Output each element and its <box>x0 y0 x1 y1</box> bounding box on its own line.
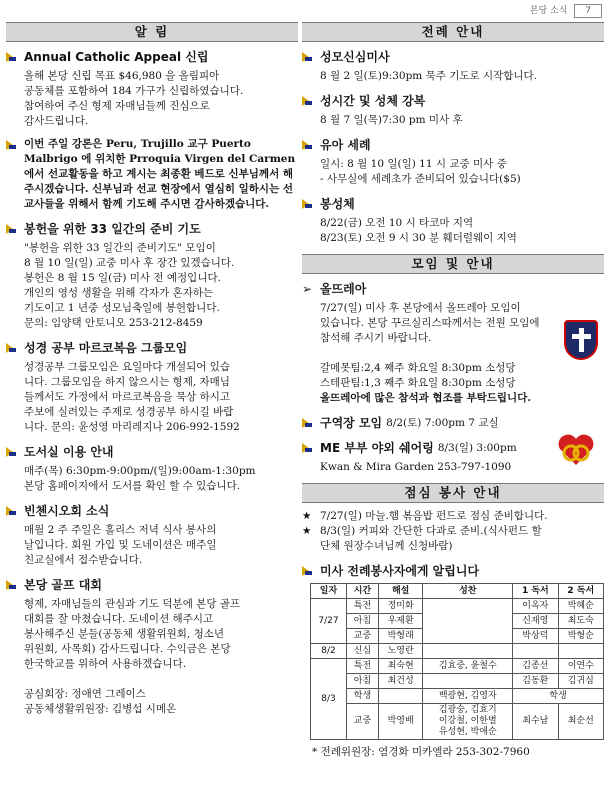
table-row: 교중 박영배 김광숭, 김효기 이강철, 이한별 유성현, 박애순 최수남 최순선 <box>311 704 604 740</box>
liturgy-title: 유아 세례 <box>320 138 371 152</box>
notice-title: 도서실 이용 안내 <box>24 445 114 459</box>
liturgy-item <box>302 195 604 246</box>
bullet-icon <box>302 51 314 63</box>
notice-title: Annual Catholic Appeal 신립 <box>24 50 209 64</box>
table-row: 학생 백광현, 김영자 학생 <box>311 689 604 704</box>
page-number: 7 <box>574 4 602 18</box>
me-sharing <box>302 439 604 475</box>
column-header: 일자 <box>311 584 347 599</box>
bullet-icon <box>6 505 18 517</box>
district-detail: 8/2(토) 7:00pm 7 교실 <box>386 417 499 429</box>
lunch-header: 점심 봉사 안내 <box>302 483 604 503</box>
liturgy-title: 성모신심미사 <box>320 50 390 64</box>
notice-title: 봉헌을 위한 33 일간의 준비 기도 <box>24 222 201 236</box>
liturgy-chair-footer: * 전례위원장: 염경화 미카엘라 253-302-7960 <box>312 746 530 758</box>
liturgy-body: 일시: 8 월 10 일(일) 11 시 교중 미사 중 - 사무실에 세례초가 준비되어 있습니다($5) <box>320 158 521 185</box>
table-row: 7/27 특전 정미화 이옥자 박혜순 <box>311 599 604 614</box>
bullet-icon <box>302 139 314 151</box>
column-header: 2 독서 <box>558 584 603 599</box>
notice-body: 성경공부 그룹모임은 요일마다 개설되어 있습 니다. 그룹모임을 하지 않으시는 형제, 자매님 들께서도 가정에서 마르코복음을 묵상 하시고 주보에 실려있는 주제로 성경공부 하시길 바랍 니다. 문의: 윤성영 마리레지나 206-992-1592 <box>24 361 240 433</box>
liturgy-body: 8 월 2 일(토)9:30pm 묵주 기도로 시작합니다. <box>320 70 538 82</box>
oltreia-section <box>302 280 604 406</box>
bullet-icon <box>302 442 314 454</box>
notice-title: 빈첸시오회 소식 <box>24 504 110 518</box>
arrow-right-icon: ➢ <box>302 281 313 296</box>
oltreia-body: 7/27(일) 미사 후 본당에서 올뜨레아 모임이 있습니다. 본당 꾸르실리스따께서는 전원 모임에 참석해 주시기 바랍니다. 갈메못팀:2,4 째주 화요일 8:30pm 소성당 스테판팀:1,3 째주 화요일 8:30pm 소성당 <box>320 302 540 389</box>
district-meeting <box>302 414 604 431</box>
notice-body: 형제, 자매님들의 관심과 기도 덕분에 본당 골프 대회를 잘 마쳤습니다. 도네이션 해주시고 봉사해주신 분들(공동체 생활위원회, 청소년 위원회, 사목회) 감사드립니다. 수익금은 본당 한국학교를 위하여 사용하겠습니다. 공심회장: 정애연 그레이스 공동체생활위원장: 김병섭 시메온 <box>24 598 241 715</box>
liturgy-item <box>302 48 604 84</box>
roster-section <box>302 562 604 759</box>
column-header: 해설 <box>378 584 422 599</box>
heart-rings-icon <box>556 433 596 467</box>
liturgy-item <box>302 136 604 187</box>
table-row: 8/2 신심 노영란 <box>311 644 604 659</box>
notice-bible-study <box>6 339 298 435</box>
table-row: 교중 박형래 박상덕 박형순 <box>311 629 604 644</box>
me-title: ME 부부 야외 쉐어링 <box>320 441 434 455</box>
column-header: 1 독서 <box>513 584 558 599</box>
bullet-icon <box>6 223 18 235</box>
bullet-icon <box>302 95 314 107</box>
notice-body: 올해 본당 신립 목표 $46,980 을 올림피아 공동체를 포함하여 184 가구가 신립하였습니다. 참여하여 주신 형제 자매님들께 진심으로 감사드립니다. <box>24 70 244 127</box>
bullet-icon <box>302 417 314 429</box>
page-number-box <box>530 3 602 18</box>
notice-golf <box>6 576 298 717</box>
bullet-icon <box>6 446 18 458</box>
notice-title: 본당 골프 대회 <box>24 578 102 592</box>
column-header: 시간 <box>347 584 379 599</box>
page-label: 본당 소식 <box>529 6 568 16</box>
district-title: 구역장 모임 <box>320 416 383 430</box>
star-icon: ★ <box>302 510 312 522</box>
notice-body: 매주(목) 6:30pm-9:00pm/(일)9:00am-1:30pm 본당 홈페이지에서 도서를 확인 할 수 있습니다. <box>24 465 256 492</box>
notice-homily <box>6 137 298 212</box>
bullet-icon <box>6 51 18 63</box>
lunch-item: ★ 7/27(일) 마늘.햄 볶음밥 펀드로 점심 준비합니다. <box>302 510 548 522</box>
notice-appeal <box>6 48 298 129</box>
notice-title: 성경 공부 마르코복음 그룹모임 <box>24 341 188 355</box>
notice-body: "봉헌을 위한 33 일간의 준비기도" 모임이 8 월 10 일(일) 교중 미사 후 장간 있겠습니다. 봉헌은 8 월 15 일(금) 미사 전 예정입니다. 개인의 영성 생활을 위해 각자가 혼자하는 기도이고 1 년중 성모님축일에 봉헌합니다. 문의: 임양택 안토니오 253-212-8459 <box>24 242 235 329</box>
table-row: 아침 우제환 신재영 최도숙 <box>311 614 604 629</box>
roster-title: 미사 전례봉사자에게 알립니다 <box>320 564 480 578</box>
roster-table <box>310 583 604 740</box>
cursillo-emblem-icon <box>564 320 598 360</box>
lunch-list <box>302 509 604 554</box>
liturgy-header: 전례 안내 <box>302 22 604 42</box>
bullet-icon <box>302 198 314 210</box>
star-icon: ★ <box>302 525 312 537</box>
bullet-icon <box>302 565 314 577</box>
notice-body: 매월 2 주 주일은 홀리스 저녁 식사 봉사의 날입니다. 회원 가입 및 도네이션은 매주일 친교실에서 접수받습니다. <box>24 524 217 566</box>
right-column <box>302 22 604 767</box>
liturgy-item <box>302 92 604 128</box>
notice-33-days <box>6 220 298 331</box>
notice-title: 이번 주일 강론은 Peru, Trujillo 교구 Puerto Malbrigo 에 위치한 Prroquia Virgen del Carmen 에서 선교활동을 하고 계시는 최종환 베드로 신부님께서 해 주시겠습니다. 신부님과 선교 현장에서 열심히 일하시는 선교사들을 위해서 함께 기도해 주시면 감사하겠습니다. <box>24 138 296 210</box>
table-row: 아침 최건성 김동환 김귀심 <box>311 674 604 689</box>
left-column <box>6 22 298 725</box>
oltreia-title: 올뜨레아 <box>320 282 367 296</box>
bullet-icon <box>6 342 18 354</box>
liturgy-body: 8 월 7 일(목)7:30 pm 미사 후 <box>320 114 463 126</box>
bullet-icon <box>6 139 18 151</box>
liturgy-title: 봉성체 <box>320 197 355 211</box>
table-header-row <box>311 584 604 599</box>
liturgy-body: 8/22(금) 오전 10 시 타코마 지역 8/23(토) 오전 9 시 30 분 훼더럴웨이 지역 <box>320 217 517 244</box>
bullet-icon <box>6 579 18 591</box>
notice-vincent <box>6 502 298 568</box>
meetings-header: 모임 및 안내 <box>302 254 604 274</box>
lunch-item: ★ 8/3(일) 커피와 간단한 다과로 준비.(식사펀드 할 단체 원장수녀님께 신청바람) <box>302 525 542 552</box>
table-row: 8/3 특전 최숙현 김효중, 윤철수 김종선 이연수 <box>311 659 604 674</box>
column-header: 성찬 <box>423 584 513 599</box>
notices-header: 알 림 <box>6 22 298 42</box>
me-line2: Kwan & Mira Garden 253-797-1090 <box>320 461 512 473</box>
me-detail: 8/3(일) 3:00pm <box>437 442 517 454</box>
notice-library <box>6 443 298 494</box>
liturgy-title: 성시간 및 성체 강복 <box>320 94 426 108</box>
oltreia-bold-line: 올뜨레아에 많은 참석과 협조를 부탁드립니다. <box>320 392 531 404</box>
